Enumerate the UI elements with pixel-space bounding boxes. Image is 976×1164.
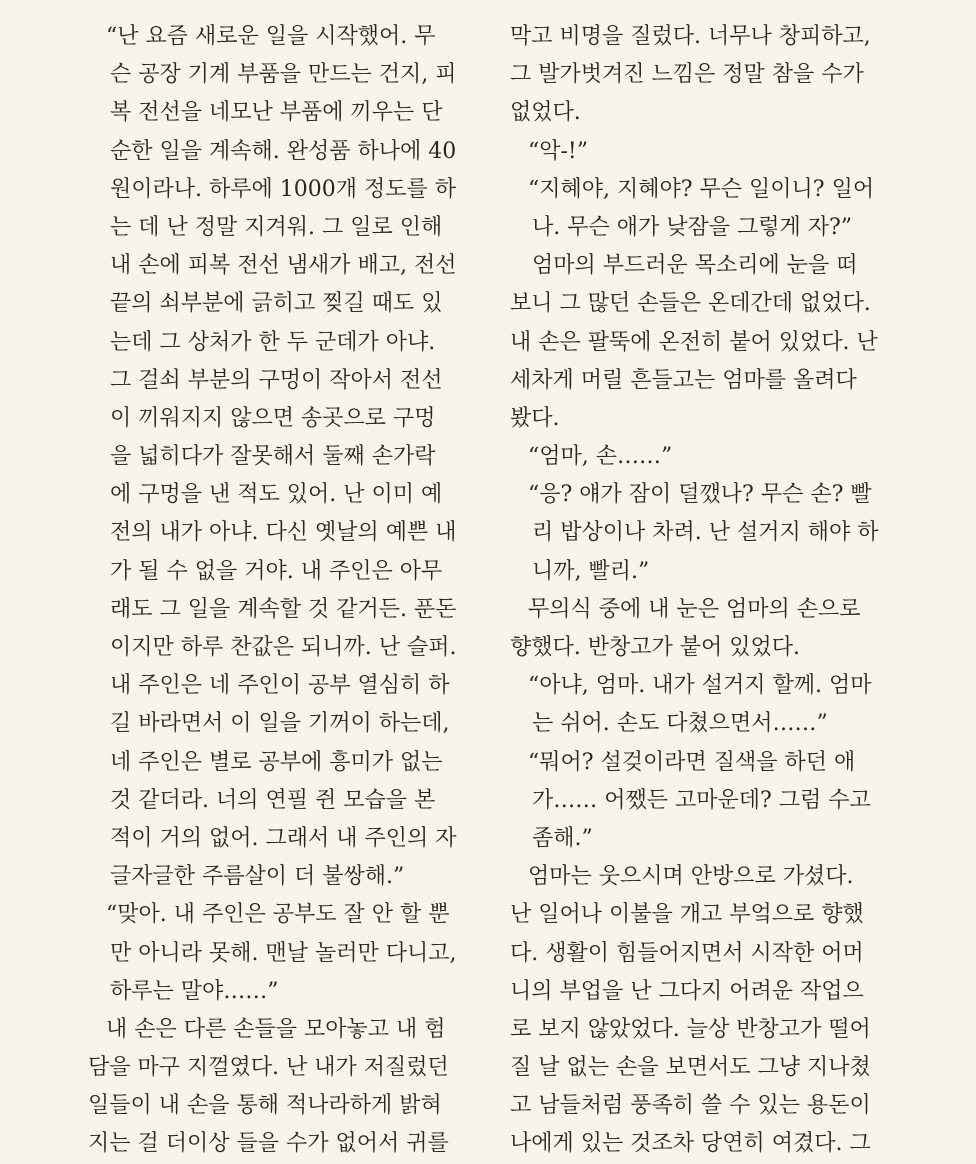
text-line: 내 주인은 네 주인이 공부 열심히 하 <box>110 673 450 699</box>
text-line: 는데 그 상처가 한 두 군데가 아냐. <box>110 329 436 355</box>
text-line: 는 데 난 정말 지겨워. 그 일로 인해 <box>110 214 443 240</box>
text-line: 만 아니라 못해. 맨날 놀러만 다니고, <box>110 940 457 966</box>
text-line: 그 발가벗겨진 느낌은 정말 참을 수가 <box>510 62 864 88</box>
text-line: 니까, 빨리.” <box>532 558 650 584</box>
text-line: 는 쉬어. 손도 다쳤으면서……” <box>532 711 828 737</box>
text-line: 보니 그 많던 손들은 온데간데 없었다. <box>510 291 871 317</box>
text-line: 그 걸쇠 부분의 구멍이 작아서 전선 <box>110 367 443 393</box>
text-line: “악-!” <box>528 138 589 164</box>
text-line: 복 전선을 네모난 부품에 끼우는 단 <box>110 100 443 126</box>
text-line: 봤다. <box>510 405 560 431</box>
text-line: 내 손은 다른 손들을 모아놓고 내 험 <box>106 1016 446 1042</box>
text-line: 좀해.” <box>532 825 593 851</box>
text-line: 적이 거의 없어. 그래서 내 주인의 자 <box>110 825 457 851</box>
text-line: 세차게 머릴 흔들고는 엄마를 올려다 <box>510 367 857 393</box>
text-line: 가…… 어쨌든 고마운데? 그럼 수고 <box>532 787 871 813</box>
text-line: 다. 생활이 힘들어지면서 시작한 어머 <box>510 940 864 966</box>
text-line: 을 넓히다가 잘못해서 둘째 손가락 <box>110 444 436 470</box>
left-text-column <box>88 18 457 1164</box>
text-line: 무의식 중에 내 눈은 엄마의 손으로 <box>528 596 861 622</box>
text-line: 나에게 있는 것조차 당연히 여겼다. 그 <box>510 1131 871 1157</box>
text-line: 난 일어나 이불을 개고 부엌으로 향했 <box>510 902 864 928</box>
text-line: 순한 일을 계속해. 완성품 하나에 40 <box>110 138 457 164</box>
text-line: 리 밥상이나 차려. 난 설거지 해야 하 <box>532 520 879 546</box>
right-text-column <box>510 18 879 1164</box>
text-line: 원이라나. 하루에 1000개 정도를 하 <box>110 176 456 202</box>
text-line: 엄마는 웃으시며 안방으로 가셨다. <box>528 864 854 890</box>
text-line: “뭐어? 설겆이라면 질색을 하던 애 <box>528 749 856 775</box>
text-line: 막고 비명을 질렀다. 너무나 창피하고, <box>510 24 871 49</box>
text-line: 나. 무슨 애가 낮잠을 그렇게 자?” <box>532 214 853 240</box>
text-line: 슨 공장 기계 부품을 만드는 건지, 피 <box>110 62 457 88</box>
text-line: 래도 그 일을 계속할 것 같거든. 푼돈 <box>110 596 457 622</box>
text-line: 전의 내가 아냐. 다신 옛날의 예쁜 내 <box>110 520 457 546</box>
text-line: 글자글한 주름살이 더 불쌍해.” <box>110 864 405 890</box>
text-line: 것 같더라. 너의 연필 쥔 모습을 본 <box>110 787 436 813</box>
text-line: 하루는 말야……” <box>110 978 279 1004</box>
text-line: “아냐, 엄마. 내가 설거지 할께. 엄마 <box>528 673 872 699</box>
text-line: 지는 걸 더이상 들을 수가 없어서 귀를 <box>88 1131 449 1157</box>
text-line: 내 손에 피복 전선 냄새가 배고, 전선 <box>110 253 457 279</box>
text-line: 네 주인은 별로 공부에 흥미가 없는 <box>110 749 443 775</box>
text-line: “난 요즘 새로운 일을 시작했어. 무 <box>106 24 436 49</box>
text-line: 끝의 쇠부분에 긁히고 찢길 때도 있 <box>110 291 443 317</box>
text-line: 가 될 수 없을 거야. 내 주인은 아무 <box>110 558 443 584</box>
text-line: “맞아. 내 주인은 공부도 잘 안 할 뿐 <box>106 902 450 928</box>
text-line: “지혜야, 지혜야? 무슨 일이니? 일어 <box>528 176 875 202</box>
text-line: 담을 마구 지껄였다. 난 내가 저질렀던 <box>88 1055 449 1081</box>
text-line: 질 날 없는 손을 보면서도 그냥 지나쳤 <box>510 1055 871 1081</box>
text-line: 로 보지 않았었다. 늘상 반창고가 떨어 <box>510 1016 871 1042</box>
text-line: 향했다. 반창고가 붙어 있었다. <box>510 635 800 660</box>
text-line: “엄마, 손……” <box>528 444 673 470</box>
text-line: 일들이 내 손을 통해 적나라하게 밝혀 <box>88 1093 442 1119</box>
text-line: 니의 부업을 난 그다지 어려운 작업으 <box>510 978 864 1004</box>
text-line: “응? 얘가 잠이 덜깼나? 무슨 손? 빨 <box>528 482 872 508</box>
text-line: 엄마의 부드러운 목소리에 눈을 떠 <box>532 253 858 279</box>
text-line: 이 끼워지지 않으면 송곳으로 구멍 <box>110 405 436 431</box>
text-line: 없었다. <box>510 100 581 126</box>
text-line: 길 바라면서 이 일을 기꺼이 하는데, <box>110 711 450 737</box>
text-line: 에 구멍을 낸 적도 있어. 난 이미 예 <box>110 482 443 508</box>
text-line: 내 손은 팔뚝에 온전히 붙어 있었다. 난 <box>510 329 878 355</box>
text-line: 고 남들처럼 풍족히 쓸 수 있는 용돈이 <box>510 1093 871 1119</box>
text-line: 이지만 하루 찬값은 되니까. 난 슬퍼. <box>110 635 457 660</box>
